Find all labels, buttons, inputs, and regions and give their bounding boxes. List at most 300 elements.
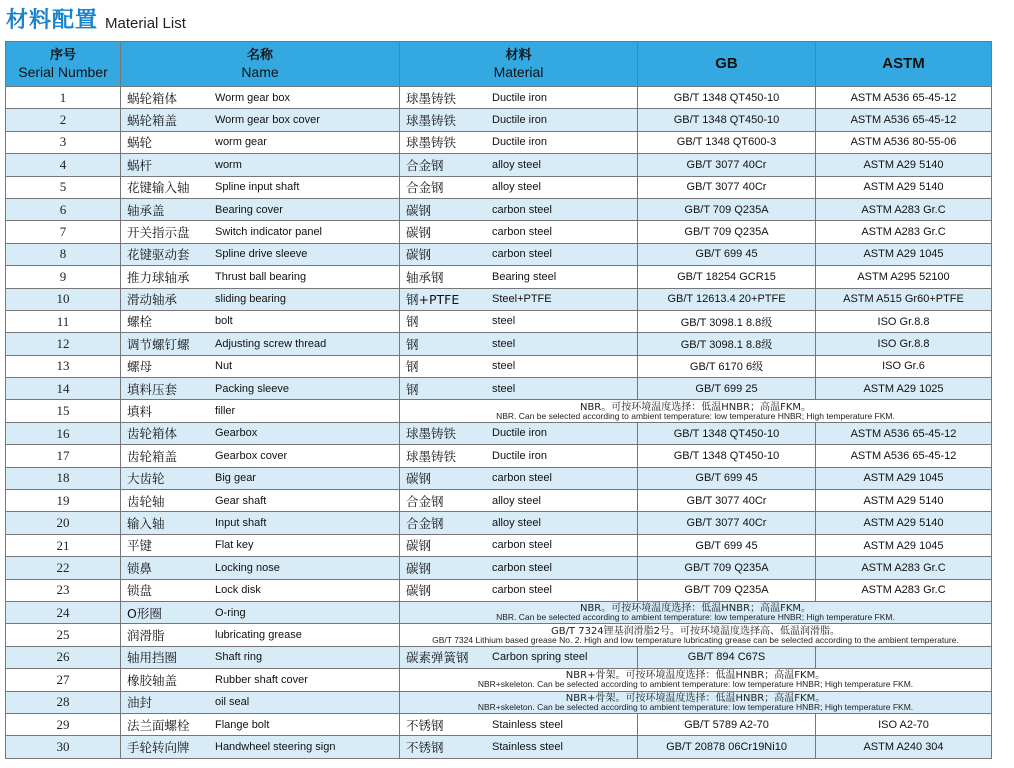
gb-cell: GB/T 3098.1 8.8级 (638, 310, 816, 332)
material-en: alloy steel (492, 158, 541, 171)
serial-number-cell: 26 (6, 646, 121, 668)
name-en: worm gear (215, 136, 267, 149)
serial-number-cell: 2 (6, 109, 121, 131)
note-zh: NBR。可按环境温度选择：低温HNBR；高温FKM。 (579, 401, 812, 413)
astm-cell: ASTM A536 65-45-12 (816, 445, 992, 467)
material-cell (400, 288, 638, 310)
name-cell (121, 266, 400, 288)
gb-cell: GB/T 3077 40Cr (638, 512, 816, 534)
header-material (400, 42, 638, 87)
name-en: Big gear (215, 472, 256, 485)
material-zh: 球墨铸铁 (406, 448, 457, 464)
serial-number-cell: 16 (6, 422, 121, 444)
table-row (6, 490, 992, 512)
table-row (6, 736, 992, 758)
note-cell (400, 691, 992, 713)
gb-cell: GB/T 709 Q235A (638, 557, 816, 579)
name-en: Flat key (215, 539, 254, 552)
table-row (6, 691, 992, 713)
name-cell (121, 713, 400, 735)
serial-number-cell: 10 (6, 288, 121, 310)
name-zh: 齿轮箱体 (127, 426, 178, 442)
serial-number-cell: 6 (6, 198, 121, 220)
name-en: Gearbox cover (215, 449, 288, 462)
gb-cell: GB/T 1348 QT450-10 (638, 87, 816, 109)
material-zh: 钢 (406, 381, 419, 397)
table-row (6, 288, 992, 310)
name-en: Packing sleeve (215, 382, 289, 395)
table-row (6, 400, 992, 422)
note-cell (400, 669, 992, 691)
material-cell (400, 333, 638, 355)
name-zh: 锁鼻 (127, 560, 153, 576)
material-en: steel (492, 337, 516, 350)
gb-cell: GB/T 699 45 (638, 243, 816, 265)
table-row (6, 355, 992, 377)
name-zh: 齿轮轴 (127, 493, 165, 509)
material-en: Ductile iron (492, 136, 548, 149)
note-cell (400, 400, 992, 422)
material-en: carbon steel (492, 225, 552, 238)
gb-cell: GB/T 18254 GCR15 (638, 266, 816, 288)
name-cell (121, 534, 400, 556)
table-body (6, 87, 992, 759)
gb-cell: GB/T 3077 40Cr (638, 154, 816, 176)
name-en: lubricating grease (215, 628, 302, 641)
table-row (6, 198, 992, 220)
name-en: Adjusting screw thread (215, 337, 327, 350)
name-cell (121, 221, 400, 243)
gb-cell: GB/T 699 45 (638, 534, 816, 556)
table-row (6, 333, 992, 355)
table-row (6, 221, 992, 243)
material-zh: 合金钢 (406, 493, 444, 509)
name-zh: 橡胶轴盖 (127, 672, 178, 688)
material-cell (400, 176, 638, 198)
material-en: Ductile iron (492, 113, 548, 126)
material-zh: 球墨铸铁 (406, 426, 457, 442)
material-cell (400, 221, 638, 243)
name-cell (121, 422, 400, 444)
name-cell (121, 288, 400, 310)
name-cell (121, 512, 400, 534)
gb-cell: GB/T 12613.4 20+PTFE (638, 288, 816, 310)
table-row (6, 310, 992, 332)
material-cell (400, 490, 638, 512)
serial-number-cell: 13 (6, 355, 121, 377)
astm-cell: ASTM A515 Gr60+PTFE (816, 288, 992, 310)
material-en: Stainless steel (492, 740, 563, 753)
astm-cell: ASTM A283 Gr.C (816, 557, 992, 579)
material-cell (400, 378, 638, 400)
material-cell (400, 131, 638, 153)
material-cell (400, 243, 638, 265)
astm-cell: ISO Gr.6 (816, 355, 992, 377)
table-row (6, 601, 992, 623)
serial-number-cell: 7 (6, 221, 121, 243)
name-zh: 螺母 (127, 359, 153, 375)
note-en: NBR. Can be selected according to ambient temperature: low temperature HNBR; High temperature FKM. (496, 612, 895, 623)
name-zh: 法兰面螺栓 (127, 717, 190, 733)
header-astm: ASTM (816, 42, 992, 87)
name-zh: 调节螺钉螺 (127, 336, 190, 352)
name-cell (121, 445, 400, 467)
table-row (6, 512, 992, 534)
table-row (6, 579, 992, 601)
table-row (6, 624, 992, 646)
gb-cell: GB/T 3098.1 8.8级 (638, 333, 816, 355)
serial-number-cell: 21 (6, 534, 121, 556)
title-en: Material List (105, 15, 186, 32)
name-en: Shaft ring (215, 651, 263, 664)
material-cell (400, 310, 638, 332)
name-en: Bearing cover (215, 203, 283, 216)
name-zh: 输入轴 (127, 516, 165, 531)
table-row (6, 557, 992, 579)
material-zh: 钢+PTFE (406, 292, 460, 308)
name-zh: 润滑脂 (127, 627, 165, 643)
name-zh: 平键 (127, 538, 153, 554)
astm-cell: ASTM A536 80-55-06 (816, 131, 992, 153)
name-en: Spline drive sleeve (215, 248, 308, 261)
serial-number-cell: 11 (6, 310, 121, 332)
material-en: alloy steel (492, 517, 541, 529)
table-row (6, 243, 992, 265)
name-cell (121, 467, 400, 489)
astm-cell: ASTM A295 52100 (816, 266, 992, 288)
header-name-zh: 名称 (246, 48, 273, 63)
name-cell (121, 176, 400, 198)
table-row (6, 266, 992, 288)
table-header-row (6, 42, 992, 87)
name-en: Gear shaft (215, 494, 267, 507)
header-serial-en: Serial Number (18, 64, 108, 80)
material-zh: 碳钢 (406, 471, 432, 487)
material-cell (400, 512, 638, 534)
serial-number-cell: 12 (6, 333, 121, 355)
name-cell (121, 87, 400, 109)
material-en: carbon steel (492, 472, 552, 485)
gb-cell: GB/T 1348 QT450-10 (638, 109, 816, 131)
gb-cell: GB/T 709 Q235A (638, 221, 816, 243)
astm-cell: ASTM A29 5140 (816, 490, 992, 512)
note-cell (400, 601, 992, 623)
name-cell (121, 557, 400, 579)
name-zh: O形圈 (127, 605, 162, 621)
material-cell (400, 87, 638, 109)
title-zh: 材料配置 (6, 8, 99, 33)
serial-number-cell: 17 (6, 445, 121, 467)
material-en: carbon steel (492, 584, 552, 597)
gb-cell: GB/T 1348 QT600-3 (638, 131, 816, 153)
name-en: Worm gear box cover (215, 113, 320, 126)
name-zh: 填料压套 (127, 381, 178, 397)
material-zh: 钢 (406, 314, 419, 330)
serial-number-cell: 8 (6, 243, 121, 265)
header-gb: GB (638, 42, 816, 87)
astm-cell: ASTM A29 1025 (816, 378, 992, 400)
material-cell (400, 445, 638, 467)
astm-cell: ISO Gr.8.8 (816, 333, 992, 355)
header-material-zh: 材料 (505, 48, 532, 63)
serial-number-cell: 5 (6, 176, 121, 198)
serial-number-cell: 19 (6, 490, 121, 512)
serial-number-cell: 18 (6, 467, 121, 489)
note-zh: NBR。可按环境温度选择：低温HNBR；高温FKM。 (579, 603, 812, 615)
gb-cell: GB/T 709 Q235A (638, 579, 816, 601)
material-en: alloy steel (492, 181, 541, 194)
serial-number-cell: 3 (6, 131, 121, 153)
name-en: oil seal (215, 696, 250, 709)
note-en: NBR+skeleton. Can be selected according to ambient temperature: low temperature HNBR; High temperature FKM. (477, 679, 914, 690)
material-zh: 合金钢 (406, 516, 444, 531)
astm-cell: ISO Gr.8.8 (816, 310, 992, 332)
material-zh: 合金钢 (406, 157, 444, 173)
header-name (121, 42, 400, 87)
astm-cell: ISO A2-70 (816, 713, 992, 735)
material-zh: 钢 (406, 359, 419, 375)
serial-number-cell: 15 (6, 400, 121, 422)
table-row (6, 87, 992, 109)
material-cell (400, 713, 638, 735)
table-row (6, 109, 992, 131)
material-cell (400, 736, 638, 758)
material-zh: 碳钢 (406, 224, 432, 240)
name-en: Nut (215, 360, 233, 373)
serial-number-cell: 27 (6, 669, 121, 691)
name-zh: 开关指示盘 (127, 224, 190, 240)
astm-cell: ASTM A29 5140 (816, 176, 992, 198)
name-cell (121, 736, 400, 758)
material-zh: 碳素弹簧钢 (406, 650, 469, 666)
name-cell (121, 691, 400, 713)
material-en: steel (492, 382, 516, 395)
name-zh: 手轮转向牌 (127, 739, 190, 755)
name-zh: 蜗杆 (127, 157, 153, 173)
material-en: carbon steel (492, 561, 552, 574)
name-cell (121, 333, 400, 355)
astm-cell: ASTM A240 304 (816, 736, 992, 758)
material-zh: 合金钢 (406, 180, 444, 196)
serial-number-cell: 20 (6, 512, 121, 534)
material-en: steel (492, 315, 516, 328)
material-en: Ductile iron (492, 91, 548, 104)
material-en: Steel+PTFE (492, 293, 552, 306)
material-en: Carbon spring steel (492, 651, 588, 664)
name-cell (121, 310, 400, 332)
name-zh: 螺栓 (127, 314, 153, 330)
table-row (6, 176, 992, 198)
name-zh: 齿轮箱盖 (127, 448, 178, 464)
serial-number-cell: 24 (6, 601, 121, 623)
note-en: GB/T 7324 Lithium based grease No. 2. High and low temperature lubricating grease can be selected according to the ambient temperature. (432, 634, 959, 645)
astm-cell: ASTM A29 1045 (816, 467, 992, 489)
serial-number-cell: 25 (6, 624, 121, 646)
table-row (6, 646, 992, 668)
header-material-en: Material (493, 64, 544, 80)
header-name-en: Name (241, 64, 279, 80)
gb-cell: GB/T 3077 40Cr (638, 176, 816, 198)
material-en: alloy steel (492, 494, 541, 507)
name-zh: 油封 (127, 695, 153, 711)
material-zh: 球墨铸铁 (406, 90, 457, 106)
name-zh: 滑动轴承 (127, 292, 178, 308)
material-cell (400, 422, 638, 444)
note-cell (400, 624, 992, 646)
note-zh: GB/T 7324锂基润滑脂2号。可按环境温度选择高、低温润滑脂。 (550, 625, 841, 637)
material-en: Ductile iron (492, 427, 548, 440)
table-row (6, 669, 992, 691)
note-en: NBR. Can be selected according to ambient temperature: low temperature HNBR; High temperature FKM. (496, 410, 895, 421)
name-zh: 轴承盖 (127, 202, 165, 218)
serial-number-cell: 9 (6, 266, 121, 288)
material-cell (400, 534, 638, 556)
astm-cell: ASTM A29 5140 (816, 512, 992, 534)
name-en: Gearbox (215, 427, 258, 440)
astm-cell: ASTM A283 Gr.C (816, 221, 992, 243)
gb-cell: GB/T 3077 40Cr (638, 490, 816, 512)
material-zh: 碳钢 (406, 560, 432, 576)
serial-number-cell: 14 (6, 378, 121, 400)
material-cell (400, 646, 638, 668)
serial-number-cell: 22 (6, 557, 121, 579)
table-row (6, 131, 992, 153)
astm-cell: ASTM A283 Gr.C (816, 579, 992, 601)
name-zh: 轴用挡圈 (127, 650, 178, 666)
name-zh: 花键输入轴 (127, 180, 190, 196)
serial-number-cell: 23 (6, 579, 121, 601)
name-en: Flange bolt (215, 718, 270, 731)
gb-cell: GB/T 1348 QT450-10 (638, 422, 816, 444)
astm-cell: ASTM A29 1045 (816, 534, 992, 556)
serial-number-cell: 29 (6, 713, 121, 735)
name-zh: 蜗轮箱体 (127, 90, 178, 106)
name-zh: 蜗轮箱盖 (127, 112, 178, 128)
name-cell (121, 198, 400, 220)
material-en: Bearing steel (492, 270, 557, 283)
material-cell (400, 557, 638, 579)
name-cell (121, 400, 400, 422)
header-serial (6, 42, 121, 87)
gb-cell: GB/T 699 45 (638, 467, 816, 489)
table-row (6, 422, 992, 444)
material-zh: 碳钢 (406, 538, 432, 554)
astm-cell: ASTM A536 65-45-12 (816, 87, 992, 109)
serial-number-cell: 1 (6, 87, 121, 109)
note-zh: NBR+骨架。可按环境温度选择：低温HNBR；高温FKM。 (565, 670, 826, 682)
material-en: Ductile iron (492, 449, 548, 462)
name-cell (121, 669, 400, 691)
material-cell (400, 109, 638, 131)
material-en: carbon steel (492, 203, 552, 216)
name-zh: 花键驱动套 (127, 247, 190, 263)
name-en: bolt (215, 315, 233, 328)
name-en: Lock disk (215, 584, 261, 597)
material-zh: 不锈钢 (406, 739, 444, 755)
name-cell (121, 355, 400, 377)
gb-cell: GB/T 1348 QT450-10 (638, 445, 816, 467)
name-cell (121, 109, 400, 131)
name-cell (121, 490, 400, 512)
name-zh: 推力球轴承 (127, 269, 190, 285)
material-cell (400, 579, 638, 601)
serial-number-cell: 30 (6, 736, 121, 758)
name-en: worm (215, 158, 242, 171)
material-en: carbon steel (492, 539, 552, 552)
table-row (6, 445, 992, 467)
name-zh: 大齿轮 (127, 471, 165, 487)
name-en: Thrust ball bearing (215, 270, 307, 283)
name-zh: 填料 (127, 404, 153, 420)
material-en: steel (492, 360, 516, 373)
name-en: Spline input shaft (215, 181, 300, 194)
table-row (6, 154, 992, 176)
astm-cell: ASTM A536 65-45-12 (816, 422, 992, 444)
name-en: Input shaft (215, 517, 267, 529)
astm-cell: ASTM A29 1045 (816, 243, 992, 265)
name-en: Locking nose (215, 561, 280, 574)
name-cell (121, 131, 400, 153)
name-zh: 蜗轮 (127, 135, 153, 151)
name-en: sliding bearing (215, 293, 286, 306)
name-en: O-ring (215, 606, 246, 619)
table-row (6, 467, 992, 489)
name-cell (121, 579, 400, 601)
material-cell (400, 198, 638, 220)
gb-cell: GB/T 6170 6级 (638, 355, 816, 377)
table-row (6, 534, 992, 556)
material-table (5, 41, 992, 759)
astm-cell (816, 646, 992, 668)
material-cell (400, 355, 638, 377)
astm-cell: ASTM A29 5140 (816, 154, 992, 176)
name-en: Switch indicator panel (215, 225, 323, 238)
material-zh: 轴承钢 (406, 269, 444, 285)
name-cell (121, 601, 400, 623)
note-zh: NBR+骨架。可按环境温度选择：低温HNBR；高温FKM。 (565, 692, 826, 704)
name-en: Handwheel steering sign (215, 740, 336, 753)
material-cell (400, 467, 638, 489)
gb-cell: GB/T 894 C67S (638, 646, 816, 668)
serial-number-cell: 28 (6, 691, 121, 713)
material-cell (400, 266, 638, 288)
gb-cell: GB/T 699 25 (638, 378, 816, 400)
name-en: Worm gear box (215, 91, 290, 104)
name-cell (121, 378, 400, 400)
astm-cell: ASTM A536 65-45-12 (816, 109, 992, 131)
table-row (6, 378, 992, 400)
gb-cell: GB/T 709 Q235A (638, 198, 816, 220)
material-en: Stainless steel (492, 718, 563, 731)
material-zh: 碳钢 (406, 583, 432, 599)
material-zh: 不锈钢 (406, 717, 444, 733)
header-serial-zh: 序号 (49, 48, 76, 63)
name-en: Rubber shaft cover (215, 673, 308, 686)
name-cell (121, 646, 400, 668)
table-row (6, 713, 992, 735)
material-cell (400, 154, 638, 176)
gb-cell: GB/T 20878 06Cr19Ni10 (638, 736, 816, 758)
material-en: carbon steel (492, 248, 552, 261)
material-zh: 球墨铸铁 (406, 112, 457, 128)
serial-number-cell: 4 (6, 154, 121, 176)
name-en: filler (215, 405, 236, 418)
material-zh: 碳钢 (406, 247, 432, 263)
astm-cell: ASTM A283 Gr.C (816, 198, 992, 220)
name-cell (121, 243, 400, 265)
page-title (6, 4, 186, 34)
material-zh: 钢 (406, 336, 419, 352)
